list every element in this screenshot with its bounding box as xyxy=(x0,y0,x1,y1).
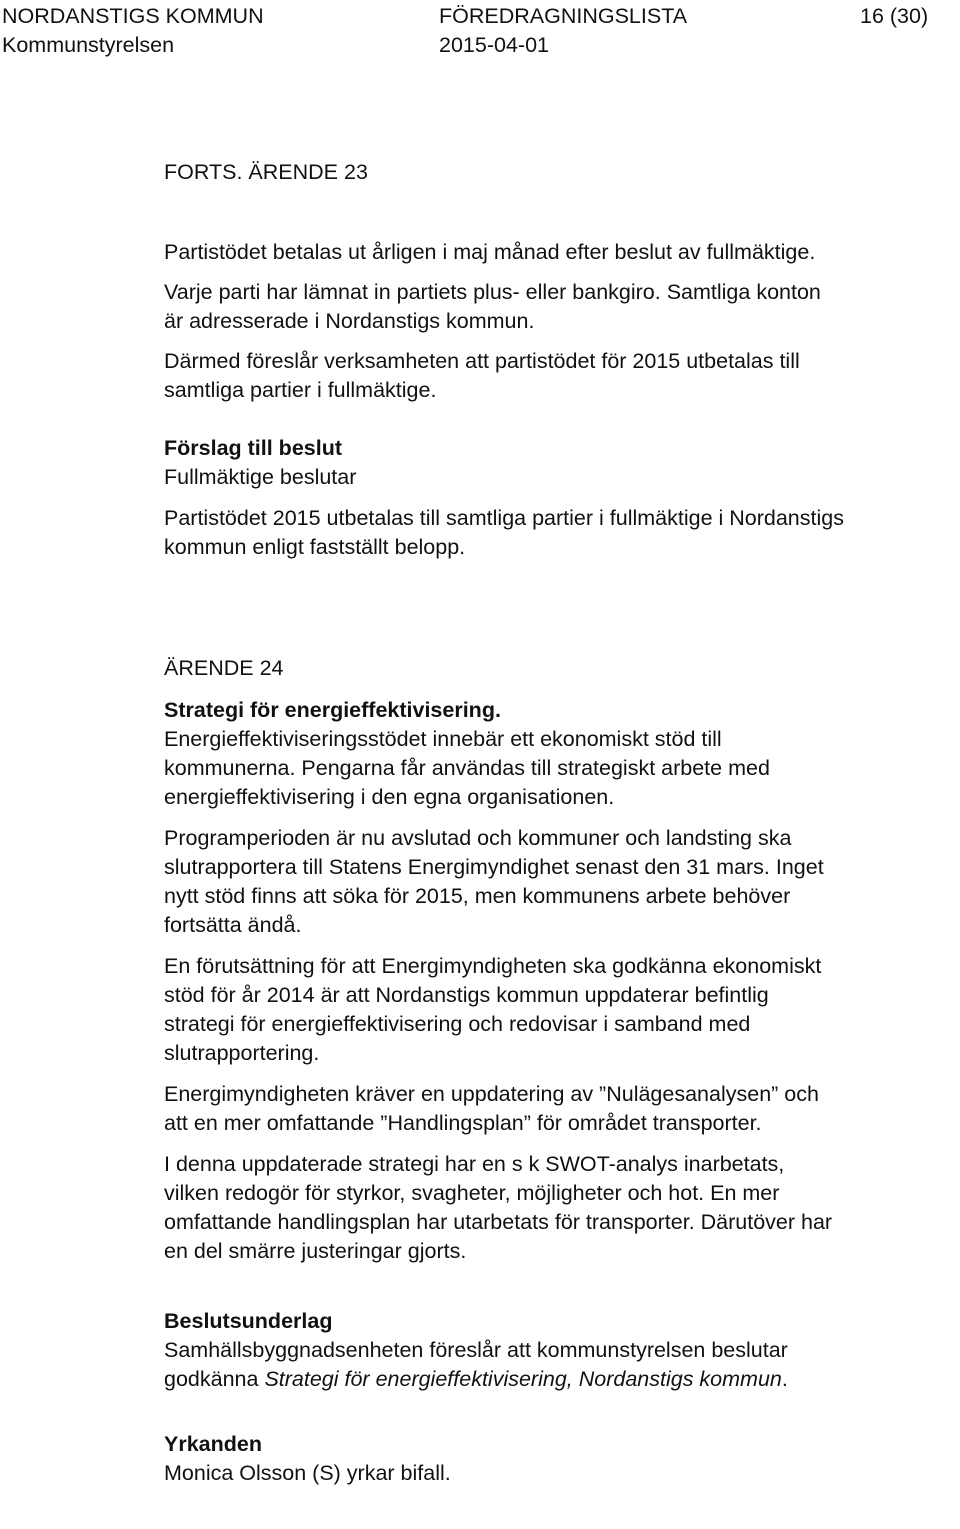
text-line: vilken redogör för styrkor, svagheter, möjligheter och hot. En mer xyxy=(164,1181,780,1205)
arende-24-para-5 xyxy=(164,1150,960,1266)
arende-24-para-1 xyxy=(164,725,960,812)
text-line: Varje parti har lämnat in partiets plus- eller bankgiro. Samtliga konton xyxy=(164,280,821,304)
basis-heading: Beslutsunderlag xyxy=(164,1309,333,1333)
document-body xyxy=(164,155,960,1488)
arende-24-title: Strategi för energieffektivisering. xyxy=(164,698,501,722)
header-org: NORDANSTIGS KOMMUN xyxy=(2,4,264,28)
text-line: Energimyndigheten kräver en uppdatering av ”Nulägesanalysen” och xyxy=(164,1082,819,1106)
basis-line: Samhällsbyggnadsenheten föreslår att kommunstyrelsen beslutar xyxy=(164,1338,788,1362)
basis-prefix: godkänna xyxy=(164,1367,265,1391)
arende-23-para-3 xyxy=(164,347,960,405)
text-line: en del smärre justeringar gjorts. xyxy=(164,1239,467,1263)
text-line: fortsätta ändå. xyxy=(164,913,302,937)
text-line: Energieffektiviseringsstödet innebär ett ekonomiskt stöd till xyxy=(164,727,722,751)
header-body: Kommunstyrelsen xyxy=(2,33,175,57)
text-line: kommun enligt fastställt belopp. xyxy=(164,535,466,559)
text-line: Därmed föreslår verksamheten att partistödet för 2015 utbetalas till xyxy=(164,349,800,373)
text-line: omfattande handlingsplan har utarbetats för transporter. Därutöver har xyxy=(164,1210,833,1234)
text-line: är adresserade i Nordanstigs kommun. xyxy=(164,309,535,333)
proposal-section xyxy=(164,434,960,562)
document-title-reference: Strategi för energieffektivisering, Nordanstigs kommun xyxy=(264,1367,782,1391)
basis-section xyxy=(164,1307,960,1394)
arende-24-para-2 xyxy=(164,824,960,940)
text-line: energieffektivisering i den egna organisationen. xyxy=(164,785,615,809)
text-line: att en mer omfattande ”Handlingsplan” för området transporter. xyxy=(164,1111,762,1135)
claims-text: Monica Olsson (S) yrkar bifall. xyxy=(164,1461,451,1485)
header-page-number: 16 (30) xyxy=(860,4,929,28)
basis-line xyxy=(164,1365,960,1394)
text-line: Programperioden är nu avslutad och kommuner och landsting ska xyxy=(164,826,792,850)
text-line: I denna uppdaterade strategi har en s k SWOT-analys inarbetats, xyxy=(164,1152,785,1176)
proposal-text xyxy=(164,504,960,562)
page-header xyxy=(0,2,960,62)
text-line: En förutsättning för att Energimyndigheten ska godkänna ekonomiskt xyxy=(164,954,822,978)
arende-23-heading: FORTS. ÄRENDE 23 xyxy=(164,160,368,184)
text-line: slutrapportering. xyxy=(164,1041,320,1065)
text-line: strategi för energieffektivisering och redovisar i samband med xyxy=(164,1012,751,1036)
arende-23-para-2 xyxy=(164,278,960,336)
text-line: Partistödet betalas ut årligen i maj månad efter beslut av fullmäktige. xyxy=(164,240,816,264)
text-line: samtliga partier i fullmäktige. xyxy=(164,378,437,402)
proposal-heading: Förslag till beslut xyxy=(164,436,342,460)
arende-24-para-4 xyxy=(164,1080,960,1138)
header-doc-type: FÖREDRAGNINGSLISTA xyxy=(439,4,688,28)
claims-heading: Yrkanden xyxy=(164,1432,262,1456)
arende-23-para-1 xyxy=(164,238,960,267)
text-line: slutrapportera till Statens Energimyndighet senast den 31 mars. Inget xyxy=(164,855,824,879)
arende-24-heading: ÄRENDE 24 xyxy=(164,656,284,680)
arende-24-para-3 xyxy=(164,952,960,1068)
proposal-subheading: Fullmäktige beslutar xyxy=(164,465,357,489)
basis-suffix: . xyxy=(781,1367,788,1391)
text-line: kommunerna. Pengarna får användas till strategiskt arbete med xyxy=(164,756,770,780)
text-line: nytt stöd finns att söka för 2015, men kommunens arbete behöver xyxy=(164,884,791,908)
text-line: Partistödet 2015 utbetalas till samtliga partier i fullmäktige i Nordanstigs xyxy=(164,506,844,530)
header-date: 2015-04-01 xyxy=(439,33,549,57)
claims-section xyxy=(164,1430,960,1488)
text-line: stöd för år 2014 är att Nordanstigs kommun uppdaterar befintlig xyxy=(164,983,769,1007)
